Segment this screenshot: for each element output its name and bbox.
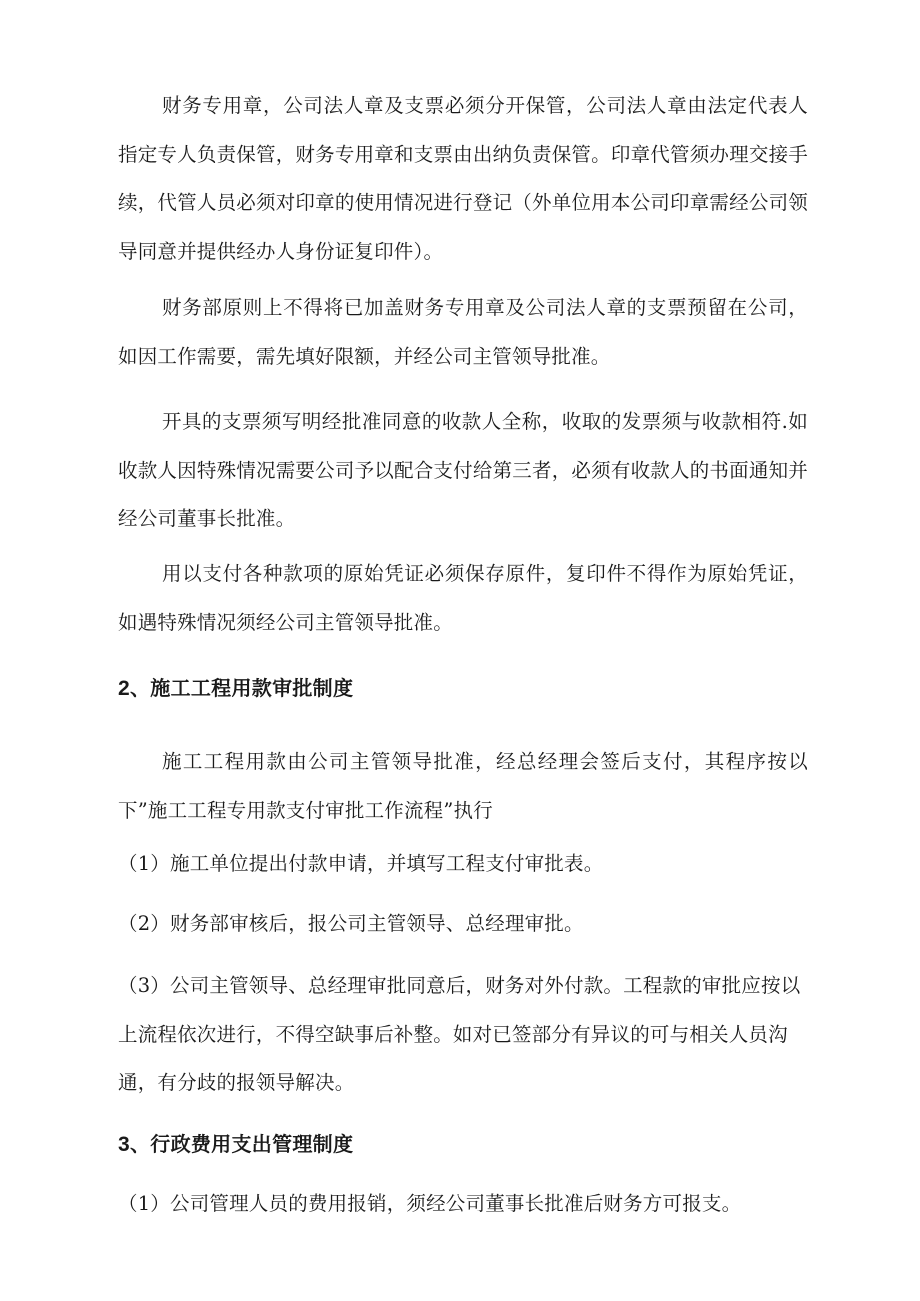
section-2-intro: 施工工程用款由公司主管领导批准，经总经理会签后支付，其程序按以下”施工工程专用款支付审批工作流程”执行 (118, 750, 808, 822)
section-2-heading (118, 672, 353, 705)
section-2-number: 2 (118, 677, 130, 700)
list-item: （2）财务部审核后，报公司主管领导、总经理审批。 (118, 912, 584, 935)
section-3-number: 3 (118, 1133, 130, 1156)
paragraph-payee-check: 开具的支票须写明经批准同意的收款人全称，收取的发票须与收款相符.如收款人因特殊情况需要公司予以配合支付给第三者，必须有收款人的书面通知并经公司董事长批准。 (118, 410, 808, 530)
paragraph-check-reservation: 财务部原则上不得将已加盖财务专用章及公司法人章的支票预留在公司，如因工作需要，需先填好限额，并经公司主管领导批准。 (118, 296, 808, 368)
section-3-title: 、行政费用支出管理制度 (129, 1132, 354, 1156)
section-3-heading (118, 1128, 353, 1161)
list-item: （3）公司主管领导、总经理审批同意后，财务对外付款。工程款的审批应按以上流程依次进行，不得空缺事后补整。如对已签部分有异议的可与相关人员沟通，有分歧的报领导解决。 (118, 974, 801, 1094)
list-item: （1）施工单位提出付款申请，并填写工程支付审批表。 (118, 852, 604, 875)
paragraph-original-voucher: 用以支付各种款项的原始凭证必须保存原件，复印件不得作为原始凭证，如遇特殊情况须经公司主管领导批准。 (118, 562, 808, 634)
section-2-title: 、施工工程用款审批制度 (129, 676, 354, 700)
list-item: （1）公司管理人员的费用报销，须经公司董事长批准后财务方可报支。 (118, 1192, 742, 1215)
paragraph-seal-custody: 财务专用章，公司法人章及支票必须分开保管，公司法人章由法定代表人指定专人负责保管，财务专用章和支票由出纳负责保管。印章代管须办理交接手续，代管人员必须对印章的使用情况进行登记（外单位用本公司印章需经公司领导同意并提供经办人身份证复印件）。 (118, 94, 808, 263)
